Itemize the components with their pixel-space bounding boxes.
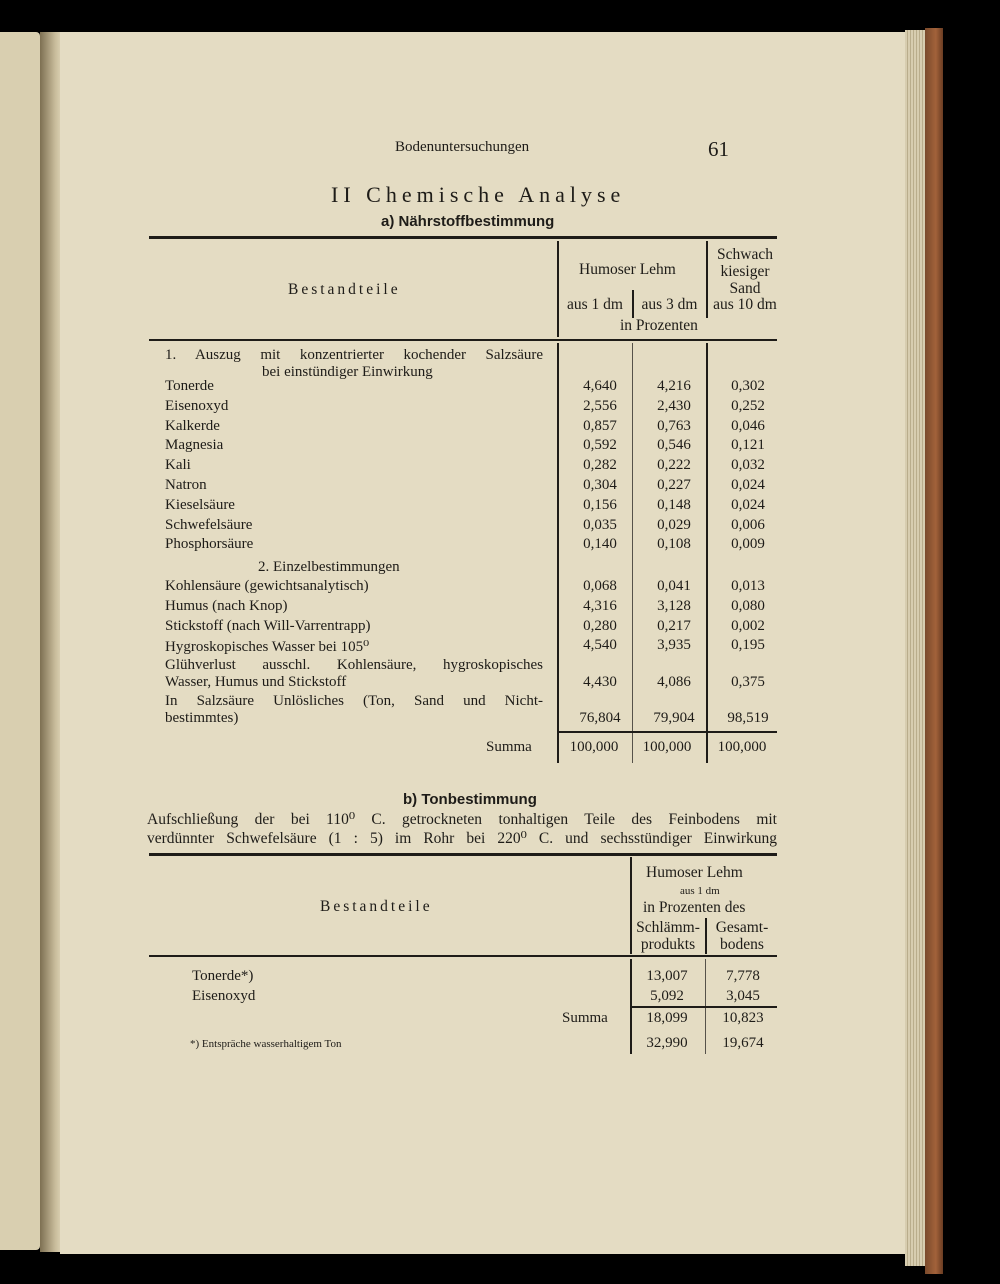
table-b-subcol-1-line-2: produkts	[640, 936, 696, 953]
table-a-sum-rule	[557, 731, 777, 733]
table-b-subcol-2	[706, 919, 778, 953]
table-a-s1-row-v3: 0,302	[731, 378, 765, 394]
table-b-row-eisenoxyd-v1: 5,092	[650, 988, 684, 1004]
table-a-multi-row-2-line1: In Salzsäure Unlösliches (Ton, Sand und Nicht-	[165, 693, 543, 709]
table-a-s2-row-v1: 0,068	[583, 578, 617, 594]
table-a-s2-row-label-text: Humus (nach Knop)	[165, 598, 291, 614]
table-b-row-tonerde-label: Tonerde*)	[192, 968, 257, 984]
table-a-s2-row-v3: 0,002	[731, 617, 765, 634]
table-a-s1-row-label-text: Natron	[165, 477, 211, 493]
table-a-s2-row-label-text: Hygroskopisches Wasser bei 105⁰	[165, 639, 373, 655]
table-a-group-kiesiger-sand	[707, 246, 783, 297]
table-b-footnote-v1: 32,990	[646, 1035, 688, 1051]
table-b-footnote-text: *) Entspräche wasserhaltigem Ton	[190, 1038, 345, 1050]
table-a-vline-1	[557, 241, 559, 337]
table-b-row-eisenoxyd-v2: 3,045	[726, 988, 760, 1004]
page-number: 61	[708, 137, 729, 161]
table-b-title: b) Tonbestimmung	[403, 791, 537, 808]
table-b-group-header: Humoser Lehm	[646, 864, 743, 881]
left-page-edge	[0, 32, 40, 1250]
table-b-sum-v1: 18,099	[646, 1010, 688, 1026]
table-a-s1-row-v3: 0,024	[731, 496, 765, 513]
table-b-row-tonerde-v2: 7,778	[726, 968, 760, 984]
table-b-sum-rule	[630, 1006, 777, 1008]
table-b-subcol-2-line-1: Gesamt-	[715, 919, 769, 936]
table-b-description-1: Aufschließung der bei 110⁰ C. getrockneten tonhaltigen Teile des Feinbodens mit	[147, 811, 777, 828]
table-a-multi-row-1-v3: 0,375	[731, 674, 765, 690]
table-a-s1-row-label	[165, 457, 543, 474]
table-a-top-rule	[149, 236, 777, 239]
table-a-multi-row-2-v3: 98,519	[727, 710, 769, 726]
table-a-section-2-heading: 2. Einzelbestimmungen	[258, 559, 400, 575]
table-a-multi-row-1-v2: 4,086	[657, 674, 691, 690]
table-a-s2-row-v1: 4,316	[583, 597, 617, 614]
table-b-sum-label: Summa	[562, 1010, 608, 1026]
table-a-s2-row-v3: 0,195	[731, 637, 765, 654]
table-a-s2-row-v2: 3,935	[657, 637, 691, 654]
table-a-s2-row-label	[165, 598, 543, 615]
table-a-s1-row-v1: 0,304	[583, 477, 617, 493]
table-a-s1-row-label-text: Phosphorsäure	[165, 536, 257, 552]
table-a-s1-row-v2: 2,430	[657, 397, 691, 414]
table-a-group2-line-1: Schwach	[717, 246, 773, 263]
table-b-footnote-v2: 19,674	[722, 1035, 764, 1051]
table-a-s2-row-v2: 0,217	[657, 617, 691, 634]
table-a-s2-row-label	[165, 618, 543, 635]
table-b-row-eisenoxyd	[192, 988, 612, 1005]
table-a-multi-row-2-v2: 79,904	[653, 710, 695, 726]
table-a-s1-row-v2: 0,148	[657, 496, 691, 513]
table-a-s1-row-label	[165, 477, 543, 494]
table-a-section-1-heading-2: bei einstündiger Einwirkung	[262, 364, 433, 380]
table-a-sum-v1: 100,000	[569, 739, 619, 755]
table-b-col-header: Bestandteile	[320, 898, 433, 915]
table-a-s1-row-v3: 0,006	[731, 516, 765, 533]
table-a-multi-row-1-v1: 4,430	[583, 674, 617, 690]
table-b-footnote	[190, 1038, 612, 1050]
table-a-s1-row-v1: 0,156	[583, 496, 617, 513]
table-a-s1-row-label-text: Schwefelsäure	[165, 517, 256, 533]
table-a-s1-row-v3: 0,046	[731, 417, 765, 434]
table-a-subcol-2: aus 3 dm	[641, 296, 698, 313]
table-a-s1-row-v2: 0,546	[657, 437, 691, 454]
book-cover-edge	[925, 28, 943, 1274]
table-a-s1-row-label-text: Kieselsäure	[165, 497, 239, 513]
table-a-multi-row-2-line2: bestimmtes)	[165, 710, 242, 726]
table-a-col-header: Bestandteile	[288, 281, 401, 298]
table-a-s1-row-v2: 0,227	[657, 477, 691, 493]
table-b-top-rule	[149, 853, 777, 856]
table-a-sum-v2: 100,000	[642, 739, 692, 755]
table-a-s1-row-v3: 0,024	[731, 477, 765, 493]
table-a-s2-row-v1: 0,280	[583, 617, 617, 634]
table-a-s2-row-v2: 3,128	[657, 597, 691, 614]
table-a-group2-line-2: kiesiger	[720, 263, 770, 280]
table-a-s1-row-v3: 0,252	[731, 397, 765, 414]
table-b-description-2: verdünnter Schwefelsäure (1 : 5) im Rohr bei 220⁰ C. und sechsstündiger Einwirkung	[147, 830, 777, 847]
table-a-s1-row-label-text: Eisenoxyd	[165, 398, 232, 414]
book-spine	[40, 32, 62, 1252]
table-a-multi-row-1-line1: Glühverlust ausschl. Kohlensäure, hygroskopisches	[165, 657, 543, 673]
table-a-multi-row-1-line2: Wasser, Humus und Stickstoff	[165, 674, 350, 690]
page-edges	[905, 30, 925, 1266]
table-a-s1-row-v1: 0,035	[583, 516, 617, 533]
table-a-s1-row-v3: 0,032	[731, 457, 765, 474]
table-a-s1-row-v2: 0,029	[657, 516, 691, 533]
table-a-s2-row-v1: 4,540	[583, 637, 617, 654]
table-a-s1-row-label	[165, 536, 543, 553]
table-b-subcol-2-line-2: bodens	[720, 936, 764, 953]
table-a-subcol-1: aus 1 dm	[567, 296, 623, 313]
table-a-multi-row-1-label	[165, 674, 543, 691]
table-a-s2-row-label	[165, 637, 543, 656]
table-a-s1-row-label	[165, 398, 543, 415]
table-b-header-rule	[149, 955, 777, 957]
table-a-sum-v3: 100,000	[717, 739, 767, 755]
table-a-group2-line-3: Sand	[729, 280, 761, 297]
table-a-s1-row-v1: 4,640	[583, 378, 617, 394]
table-a-s2-row-v3: 0,080	[731, 597, 765, 614]
table-a-s1-row-v1: 0,282	[583, 457, 617, 474]
table-a-s1-row-label	[165, 437, 543, 454]
table-a-s2-row-v3: 0,013	[731, 578, 765, 594]
table-a-s1-row-label	[165, 497, 543, 514]
table-a-s1-row-v2: 4,216	[657, 378, 691, 394]
table-a-group-humoser-lehm: Humoser Lehm	[579, 261, 676, 278]
table-a-multi-row-2-label	[165, 710, 543, 727]
table-b-row-tonerde	[192, 968, 612, 985]
table-a-s1-row-label	[165, 378, 543, 395]
table-b-subcol-1	[632, 919, 704, 953]
table-a-s2-row-v2: 0,041	[657, 578, 691, 594]
table-a-s1-row-label-text: Magnesia	[165, 437, 227, 453]
table-a-s1-row-v2: 0,763	[657, 417, 691, 434]
table-a-s1-row-v3: 0,009	[731, 536, 765, 553]
table-a-s1-row-v1: 0,592	[583, 437, 617, 454]
table-b-row-tonerde-v1: 13,007	[646, 968, 688, 984]
table-a-s1-row-v2: 0,222	[657, 457, 691, 474]
section-title: II Chemische Analyse	[331, 182, 626, 207]
table-a-multi-row-2-v1: 76,804	[579, 710, 621, 726]
table-b-unit-label: in Prozenten des	[643, 899, 746, 916]
table-a-title: a) Nährstoffbestimmung	[381, 213, 555, 230]
table-a-s2-row-label	[165, 578, 543, 595]
table-a-s2-row-label-text: Stickstoff (nach Will-Varrentrapp)	[165, 618, 374, 634]
table-a-s1-row-v1: 2,556	[583, 397, 617, 414]
table-a-s1-row-v1: 0,140	[583, 536, 617, 553]
table-a-sum-label: Summa	[486, 739, 532, 755]
table-a-s1-row-label-text: Tonerde	[165, 378, 218, 394]
table-a-s1-row-label-text: Kali	[165, 457, 195, 473]
table-a-s1-row-v3: 0,121	[731, 437, 765, 454]
table-a-s1-row-label	[165, 418, 543, 435]
table-a-s1-row-v2: 0,108	[657, 536, 691, 553]
table-a-section-1-heading: 1. Auszug mit konzentrierter kochender Salzsäure	[165, 347, 543, 363]
table-b-subcol-1-line-1: Schlämm-	[636, 919, 700, 936]
table-a-header-rule	[149, 339, 777, 341]
running-head: Bodenuntersuchungen	[395, 139, 530, 155]
table-a-s2-row-label-text: Kohlensäure (gewichtsanalytisch)	[165, 578, 373, 594]
table-a-s1-row-label-text: Kalkerde	[165, 418, 224, 434]
table-b-group-subheader: aus 1 dm	[680, 885, 720, 897]
table-a-s1-row-v1: 0,857	[583, 417, 617, 434]
table-b-sum-v2: 10,823	[722, 1010, 764, 1026]
table-b-row-eisenoxyd-label: Eisenoxyd	[192, 988, 259, 1004]
table-a-s1-row-label	[165, 517, 543, 534]
table-a-subcol-3: aus 10 dm	[713, 296, 777, 313]
table-a-unit-label: in Prozenten	[620, 317, 698, 334]
